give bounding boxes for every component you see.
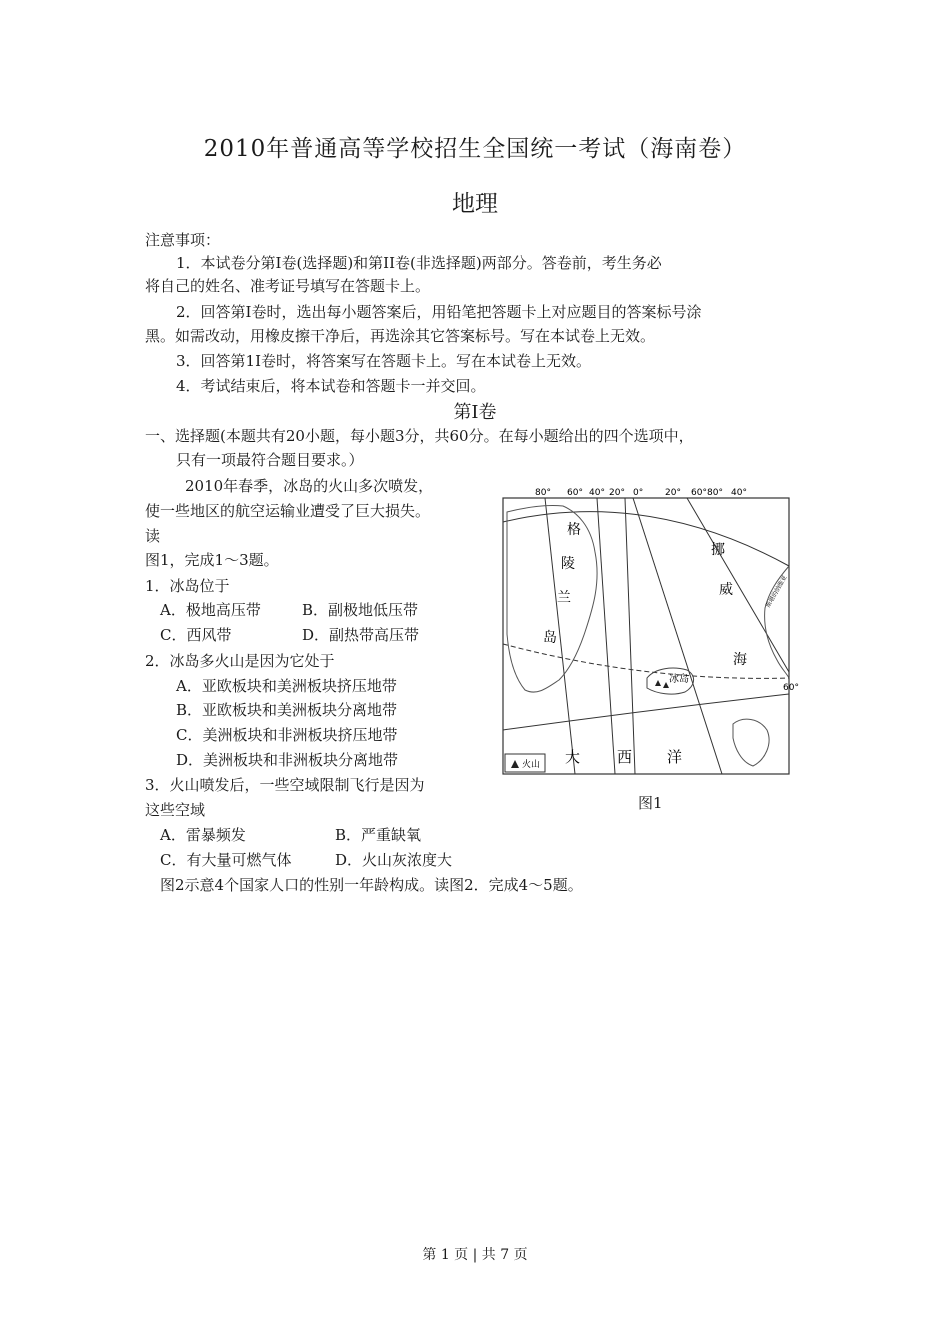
q2-option-d: D．美洲板块和非洲板块分离地带 [176,751,399,769]
legend-label: 火山 [522,760,541,770]
greenland-outline [507,505,597,692]
section-title: 第Ⅰ卷 [453,402,497,423]
latitude-arc [503,694,789,730]
q3-stem: 3．火山喷发后，一些空域限制飞行是因为 [145,776,425,794]
lat-label: 60° [783,683,799,693]
volcano-marker [655,680,661,686]
q1-option-c: C．西风带 [160,626,232,644]
q3-option-d: D．火山灰浓度大 [335,851,453,869]
note-item-1-cont: 将自己的姓名、准考证号填写在答题卡上。 [145,277,431,295]
greenland-label: 格 [567,522,581,538]
greenland-label: 兰 [557,590,571,606]
exam-title: 2010年普通高等学校招生全国统一考试（海南卷） [203,136,747,162]
q1-stem: 1．冰岛位于 [145,577,230,595]
lon-label: 40° [589,488,605,498]
q3-option-c: C．有大量可燃气体 [160,851,292,869]
note-item-2: 2．回答第Ⅰ卷时，选出每小题答案后，用铅笔把答题卡上对应题目的答案标号涂 [176,303,702,321]
iceland-label: 冰岛 [669,674,689,685]
lon-label: 80° [535,488,551,498]
fig2-intro: 图2示意4个国家人口的性别一年龄构成。读图2．完成4～5题。 [160,876,583,894]
q1-option-b: B．副极地低压带 [302,601,419,619]
lon-label: 60° [567,488,583,498]
q3-option-a: A．雷暴频发 [160,826,246,844]
notes-heading: 注意事项： [145,231,221,249]
q2-option-b: B．亚欧板块和美洲板块分离地带 [176,701,398,719]
british-isles-outline [733,719,769,766]
note-item-1: 1．本试卷分第Ⅰ卷(选择题)和第II卷(非选择题)两部分。答卷前，考生务必 [176,254,662,272]
q2-option-c: C．美洲板块和非洲板块挤压地带 [176,726,398,744]
lon-label: 20° [665,488,681,498]
norwegian-sea-label: 威 [719,582,733,598]
greenland-label: 陵 [561,556,575,572]
section-instruction: 一、选择题(本题共有20小题，每小题3分，共60分。在每小题给出的四个选项中， [145,427,694,445]
q3-option-b: B．严重缺氧 [335,826,422,844]
intro-line-3: 读 [145,527,161,545]
subject-title: 地理 [452,191,498,217]
lon-label: 60° [691,488,707,498]
norwegian-sea-label: 海 [733,652,747,668]
q1-option-d: D．副热带高压带 [302,626,420,644]
q3-stem-cont: 这些空域 [145,801,206,819]
norwegian-sea-label: 挪 [711,542,725,558]
q1-option-a: A．极地高压带 [160,601,261,619]
lon-label: 40° [731,488,747,498]
q2-stem: 2．冰岛多火山是因为它处于 [145,652,335,670]
note-item-2-cont: 黑。如需改动，用橡皮擦干净后，再选涂其它答案标号。写在本试卷上无效。 [145,327,656,345]
atlantic-label: 西 [617,748,633,766]
meridian-line [597,498,615,774]
scandinavia-label: 斯堪的纳维亚 [764,574,789,609]
intro-line-4: 图1，完成1～3题。 [145,551,279,569]
intro-line-1: 2010年春季，冰岛的火山多次喷发， [185,477,434,495]
intro-line-2: 使一些地区的航空运输业遭受了巨大损失。 [145,502,431,520]
section-instruction-cont: 只有一项最符合题目要求。） [176,451,364,469]
lon-label: 20° [609,488,625,498]
page-footer: 第 1 页 | 共 7 页 [422,1247,528,1263]
map-figure-1 [497,482,797,782]
note-item-4: 4．考试结束后，将本试卷和答题卡一并交回。 [176,377,486,395]
lon-label: 80° [707,488,723,498]
greenland-label: 岛 [543,630,557,646]
atlantic-label: 大 [565,748,581,766]
meridian-line [687,498,789,672]
note-item-3: 3．回答第1I卷时，将答案写在答题卡上。写在本试卷上无效。 [176,352,592,370]
meridian-line [633,498,722,774]
atlantic-label: 洋 [667,748,683,766]
q2-option-a: A．亚欧板块和美洲板块挤压地带 [176,677,397,695]
lon-label: 0° [633,488,644,498]
meridian-line [625,498,635,774]
figure-1-caption: 图1 [638,794,663,812]
